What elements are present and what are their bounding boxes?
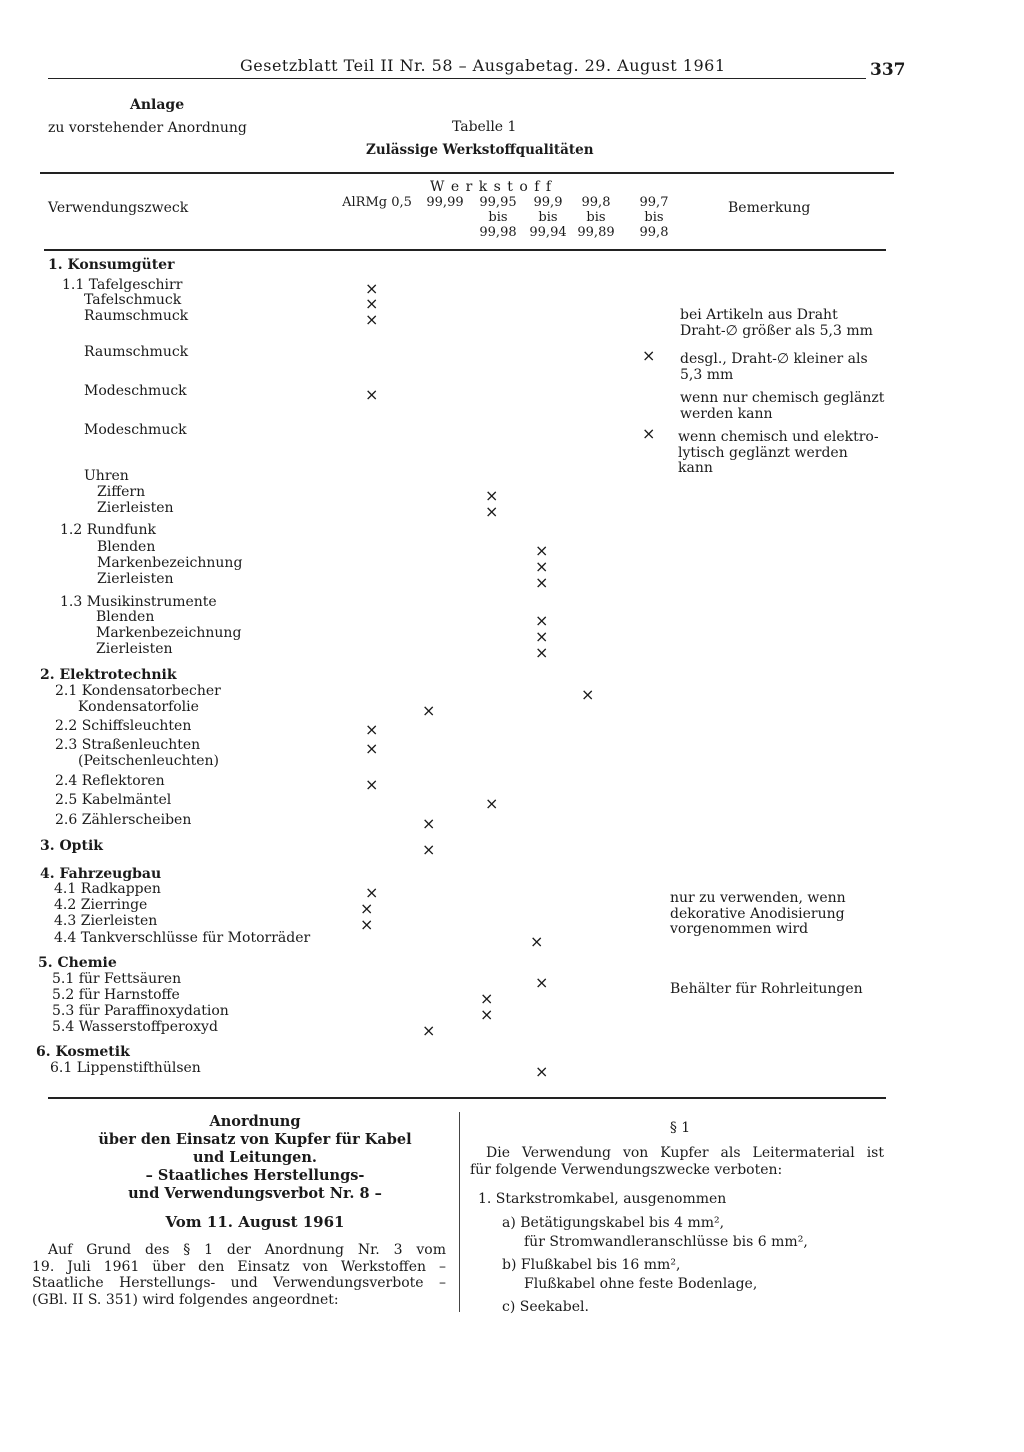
table-row-label: Zierleisten [97, 571, 174, 587]
table-cell-mark: × [365, 310, 379, 329]
table-cell-mark: × [535, 643, 549, 662]
table-row-remark: vorgenommen wird [670, 921, 809, 937]
table-cell-mark: × [485, 794, 499, 813]
table-cell-mark: × [535, 627, 549, 646]
table-cell-mark: × [535, 973, 549, 992]
annex-subtitle: zu vorstehender Anordnung [48, 120, 247, 136]
table-row-label: 2.3 Straßenleuchten [55, 737, 201, 753]
table-row-remark: Behälter für Rohrleitungen [670, 981, 863, 997]
ordinance-title-line: und Verwendungsverbot Nr. 8 – [128, 1185, 382, 1202]
table-cell-mark: × [365, 385, 379, 404]
table-cell-mark: × [535, 611, 549, 630]
table-row-label: 2.6 Zählerscheiben [55, 812, 192, 828]
table-row-label: Blenden [97, 539, 156, 555]
table-row-remark: werden kann [680, 405, 773, 422]
column-header-material: 99,95 bis 99,98 [479, 195, 517, 240]
ordinance-title-line: Anordnung [209, 1113, 301, 1130]
table-row-label: 5.4 Wasserstoffperoxyd [52, 1019, 218, 1035]
table-cell-mark: × [535, 557, 549, 576]
section-item-c: c) Seekabel. [502, 1299, 589, 1315]
table-top-rule [40, 172, 894, 174]
ordinance-title-line: und Leitungen. [193, 1149, 317, 1166]
column-header-material: 99,99 [426, 195, 464, 210]
section-text-line: Die Verwendung von Kupfer als Leitermaterial ist [486, 1145, 884, 1161]
table-cell-mark: × [365, 294, 379, 313]
table-bottom-rule [48, 1097, 886, 1099]
table-cell-mark: × [365, 775, 379, 794]
table-cell-mark: × [360, 899, 374, 918]
column-header-usage: Verwendungszweck [48, 200, 189, 216]
table-cell-mark: × [530, 932, 544, 951]
table-row-label: 5.2 für Harnstoffe [52, 987, 180, 1003]
table-row-remark: 5,3 mm [680, 366, 734, 383]
table-row-label: Raumschmuck [84, 308, 189, 324]
table-row-label: Uhren [84, 468, 129, 484]
section-item-a-line: für Stromwandleranschlüsse bis 6 mm², [524, 1234, 808, 1250]
table-row-label: Markenbezeichnung [97, 555, 243, 571]
table-row-label: Zierleisten [96, 641, 173, 657]
column-header-material: AlRMg 0,5 [342, 195, 412, 210]
section-text-line: für folgende Verwendungszwecke verboten: [470, 1162, 783, 1178]
table-row-label: 1.2 Rundfunk [60, 522, 156, 538]
column-header-material: 99,8 bis 99,89 [577, 195, 615, 240]
table-row-label: 3. Optik [40, 838, 103, 854]
table-row-label: 4. Fahrzeugbau [40, 866, 162, 882]
table-cell-mark: × [642, 424, 656, 443]
section-item-a-line: a) Betätigungskabel bis 4 mm², [502, 1215, 725, 1231]
table-row-label: Modeschmuck [84, 422, 187, 438]
column-header-material: 99,9 bis 99,94 [529, 195, 567, 240]
table-cell-mark: × [422, 1021, 436, 1040]
table-cell-mark: × [365, 883, 379, 902]
table-row-label: Blenden [96, 609, 155, 625]
table-row-remark: Draht-∅ größer als 5,3 mm [680, 322, 873, 339]
running-header: Gesetzblatt Teil II Nr. 58 – Ausgabetag. 29. August 1961 [240, 56, 726, 75]
ordinance-intro-line: Staatliche Herstellungs- und Verwendungsverbote – [32, 1275, 446, 1291]
table-cell-mark: × [485, 486, 499, 505]
section-item-1: 1. Starkstromkabel, ausgenommen [478, 1191, 727, 1207]
ordinance-title-line: – Staatliches Herstellungs- [145, 1167, 365, 1184]
table-row-remark: kann [678, 460, 713, 476]
table-cell-mark: × [535, 1062, 549, 1081]
table-cell-mark: × [485, 502, 499, 521]
table-header-rule [44, 249, 886, 251]
table-row-label: Ziffern [97, 484, 146, 500]
table-cell-mark: × [480, 989, 494, 1008]
header-rule [48, 78, 866, 79]
table-row-remark: nur zu verwenden, wenn [670, 890, 846, 906]
table-row-label: Tafelschmuck [84, 292, 182, 308]
table-row-label: 5.1 für Fettsäuren [52, 971, 182, 987]
table-row-label: Modeschmuck [84, 383, 187, 399]
table-row-label: 4.1 Radkappen [54, 881, 161, 897]
ordinance-intro-line: (GBl. II S. 351) wird folgendes angeordnet: [32, 1291, 339, 1308]
table-cell-mark: × [480, 1005, 494, 1024]
table-row-label: Markenbezeichnung [96, 625, 242, 641]
table-row-remark: dekorative Anodisierung [670, 905, 845, 922]
table-row-remark: lytisch geglänzt werden [678, 444, 848, 461]
table-row-label: 4.4 Tankverschlüsse für Motorräder [54, 930, 311, 946]
table-row-label: 4.3 Zierleisten [54, 913, 158, 929]
table-row-remark: wenn nur chemisch geglänzt [680, 390, 885, 406]
table-row-label: 6. Kosmetik [36, 1044, 130, 1060]
table-row-remark: desgl., Draht-∅ kleiner als [680, 351, 868, 367]
table-label: Tabelle 1 [452, 119, 517, 135]
table-cell-mark: × [360, 915, 374, 934]
group-header-werkstoff: W e r k s t o f f [430, 179, 553, 195]
table-cell-mark: × [535, 541, 549, 560]
table-row-label: Kondensatorfolie [78, 699, 199, 715]
table-row-label: 2.4 Reflektoren [55, 773, 165, 789]
table-cell-mark: × [581, 685, 595, 704]
column-divider [459, 1112, 460, 1312]
annex-title: Anlage [130, 97, 185, 113]
table-row-label: (Peitschenleuchten) [78, 753, 220, 769]
table-cell-mark: × [365, 720, 379, 739]
section-number: § 1 [669, 1120, 691, 1136]
ordinance-title-line: über den Einsatz von Kupfer für Kabel [98, 1131, 412, 1148]
page-number: 337 [870, 60, 906, 80]
table-row-label: 1.1 Tafelgeschirr [62, 277, 183, 293]
table-row-label: 6.1 Lippenstifthülsen [50, 1060, 201, 1076]
table-cell-mark: × [365, 739, 379, 758]
table-row-label: 2.5 Kabelmäntel [55, 792, 172, 808]
table-row-label: 1.3 Musikinstrumente [60, 594, 217, 610]
table-row-label: 2.2 Schiffsleuchten [55, 718, 192, 734]
table-row-remark: wenn chemisch und elektro- [678, 429, 879, 445]
section-item-b-line: Flußkabel ohne feste Bodenlage, [524, 1276, 758, 1292]
ordinance-intro-line: Auf Grund des § 1 der Anordnung Nr. 3 vom [48, 1242, 446, 1258]
table-cell-mark: × [422, 814, 436, 833]
table-row-label: 5. Chemie [38, 955, 117, 971]
table-row-label: 1. Konsumgüter [48, 257, 175, 273]
table-row-label: 5.3 für Paraffinoxydation [52, 1003, 229, 1019]
table-row-label: Raumschmuck [84, 344, 189, 360]
table-cell-mark: × [535, 573, 549, 592]
table-row-label: Zierleisten [97, 500, 174, 516]
table-cell-mark: × [642, 346, 656, 365]
column-header-material: 99,7 bis 99,8 [639, 195, 669, 240]
table-title: Zulässige Werkstoffqualitäten [366, 142, 594, 158]
table-row-label: 4.2 Zierringe [54, 897, 148, 913]
section-item-b-line: b) Flußkabel bis 16 mm², [502, 1257, 681, 1273]
ordinance-intro-line: 19. Juli 1961 über den Einsatz von Werkstoffen – [32, 1258, 446, 1275]
ordinance-date: Vom 11. August 1961 [165, 1213, 345, 1231]
table-row-label: 2.1 Kondensatorbecher [55, 683, 221, 699]
table-row-remark: bei Artikeln aus Draht [680, 307, 838, 323]
table-row-label: 2. Elektrotechnik [40, 667, 177, 683]
table-cell-mark: × [422, 840, 436, 859]
table-cell-mark: × [365, 279, 379, 298]
table-cell-mark: × [422, 701, 436, 720]
column-header-remark: Bemerkung [728, 200, 811, 216]
